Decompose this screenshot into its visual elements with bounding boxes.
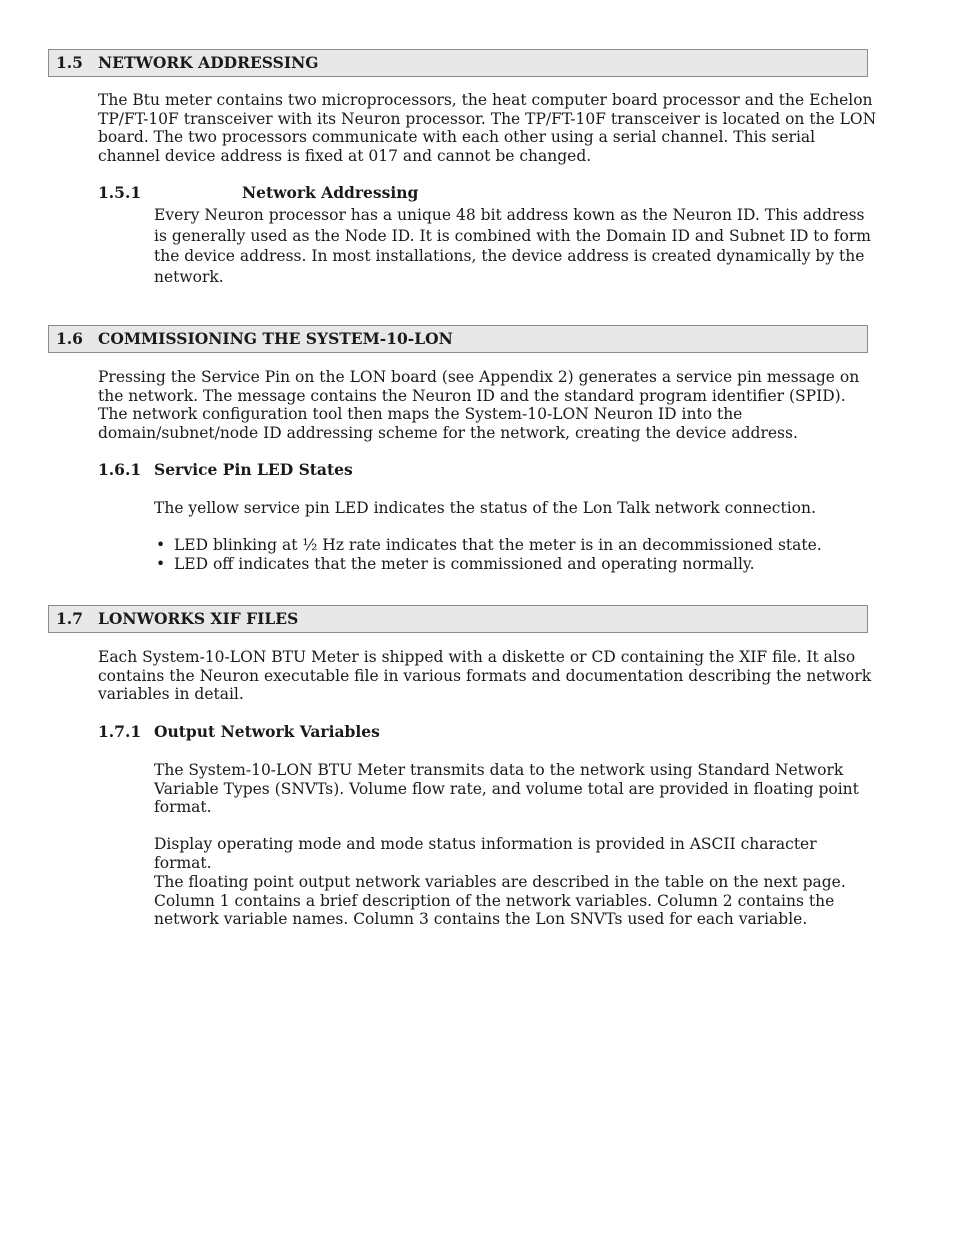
- subsection-1-6-1-body: The yellow service pin LED indicates the status of the Lon Talk network connection.: [154, 499, 816, 517]
- section-1-5-header: [48, 49, 868, 77]
- section-1-6-body: Pressing the Service Pin on the LON board (see Appendix 2) generates a service pin message on the network. The message contains the Neuron ID and the standard program identifier (SPID). The network configuration tool then maps the System-10-LON Neuron ID into the domain/subnet/node ID addressing scheme for the network, creating the device address.: [98, 368, 860, 442]
- bullet-icon: •: [156, 536, 166, 554]
- section-number: 1.5: [56, 53, 83, 72]
- subsection-title: Service Pin LED States: [154, 460, 353, 479]
- section-1-7-body: Each System-10-LON BTU Meter is shipped with a diskette or CD containing the XIF file. It also contains the Neuron executable file in various formats and documentation describing the network variables in detail.: [98, 648, 872, 703]
- section-title: NETWORK ADDRESSING: [98, 53, 319, 72]
- subsection-1-7-1-para-3: The floating point output network variables are described in the table on the next page. Column 1 contains a brief description of the network variables. Column 2 contains the network variable names. Column 3 contains the Lon SNVTs used for each variable.: [154, 873, 846, 928]
- subsection-1-7-1-para-1: The System-10-LON BTU Meter transmits data to the network using Standard Network Variable Types (SNVTs). Volume flow rate, and volume total are provided in floating point format.: [154, 761, 859, 816]
- subsection-title: Output Network Variables: [154, 722, 380, 741]
- subsection-number: 1.7.1: [98, 722, 142, 741]
- section-title: COMMISSIONING THE SYSTEM-10-LON: [98, 329, 453, 348]
- subsection-number: 1.6.1: [98, 460, 142, 479]
- section-1-6-header: [48, 325, 868, 353]
- subsection-1-7-1-para-2: Display operating mode and mode status information is provided in ASCII character format.: [154, 835, 817, 872]
- list-item: • LED blinking at ½ Hz rate indicates that the meter is in an decommissioned state.: [156, 536, 822, 554]
- led-states-list: [154, 536, 874, 574]
- section-title: LONWORKS XIF FILES: [98, 609, 299, 628]
- section-1-5-body: The Btu meter contains two microprocessors, the heat computer board processor and the Echelon TP/FT-10F transceiver with its Neuron processor. The TP/FT-10F transceiver is located on the LON board. The two processors communicate with each other using a serial channel. This serial channel device address is fixed at 017 and cannot be changed.: [98, 91, 877, 165]
- section-number: 1.6: [56, 329, 83, 348]
- subsection-number: 1.5.1: [98, 183, 142, 202]
- section-1-7-header: [48, 605, 868, 633]
- list-item: • LED off indicates that the meter is commissioned and operating normally.: [156, 555, 755, 573]
- subsection-title: Network Addressing: [242, 183, 419, 202]
- section-number: 1.7: [56, 609, 83, 628]
- subsection-1-5-1-body: Every Neuron processor has a unique 48 bit address kown as the Neuron ID. This address is generally used as the Node ID. It is combined with the Domain ID and Subnet ID to form the device address. In most installations, the device address is created dynamically by the network.: [154, 206, 871, 287]
- bullet-icon: •: [156, 555, 166, 573]
